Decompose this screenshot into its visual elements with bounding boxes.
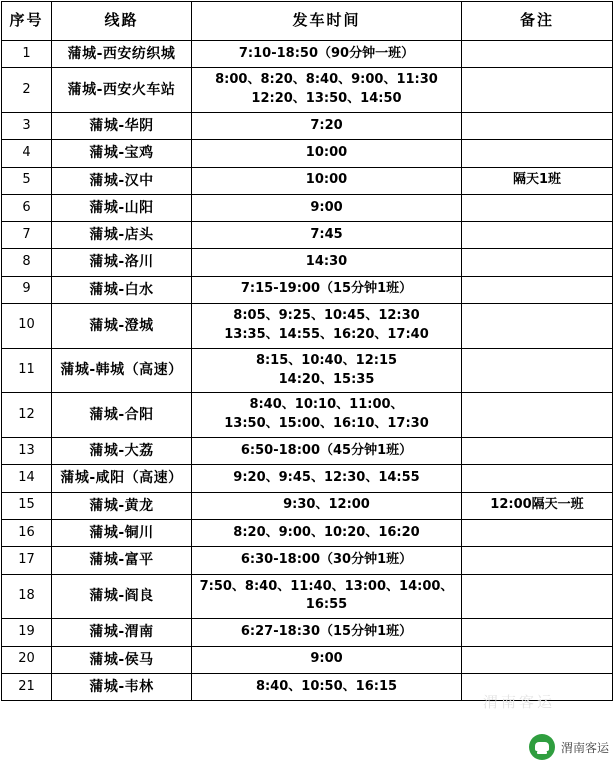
cell-departure-times: [192, 646, 462, 673]
cell-route: 蒲城-汉中: [52, 167, 192, 194]
cell-route: 蒲城-韦林: [52, 673, 192, 700]
cell-no: 6: [2, 194, 52, 221]
cell-note: [462, 276, 613, 303]
cell-no: 15: [2, 492, 52, 519]
cell-no: 19: [2, 619, 52, 646]
cell-no: 2: [2, 68, 52, 113]
cell-note: [462, 68, 613, 113]
cell-route: 蒲城-店头: [52, 222, 192, 249]
cell-no: 9: [2, 276, 52, 303]
table-row: [2, 438, 613, 465]
watermark: [529, 734, 609, 760]
cell-departure-times: [192, 276, 462, 303]
departure-time-line: 8:40、10:10、11:00、: [249, 397, 404, 413]
cell-departure-times: [192, 68, 462, 113]
cell-route: 蒲城-韩城（高速）: [52, 348, 192, 393]
cell-note: [462, 249, 613, 276]
cell-no: 4: [2, 140, 52, 167]
cell-note: 12:00隔天一班: [462, 492, 613, 519]
cell-route: 蒲城-宝鸡: [52, 140, 192, 167]
cell-departure-times: [192, 249, 462, 276]
watermark-label: 渭南客运: [560, 740, 609, 755]
cell-no: 1: [2, 41, 52, 68]
departure-time-line: 7:45: [310, 226, 343, 242]
cell-route: 蒲城-山阳: [52, 194, 192, 221]
cell-departure-times: [192, 465, 462, 492]
departure-time-line: 13:35、14:55、16:20、17:40: [224, 326, 429, 342]
cell-no: 5: [2, 167, 52, 194]
table-row: [2, 249, 613, 276]
cell-route: 蒲城-黄龙: [52, 492, 192, 519]
cell-departure-times: [192, 222, 462, 249]
departure-time-line: 7:50、8:40、11:40、13:00、14:00、: [199, 578, 454, 594]
departure-time-line: 7:15-19:00（15分钟1班）: [240, 281, 413, 297]
table-row: [2, 619, 613, 646]
cell-route: 蒲城-侯马: [52, 646, 192, 673]
cell-departure-times: [192, 41, 462, 68]
cell-no: 14: [2, 465, 52, 492]
cell-note: 隔天1班: [462, 167, 613, 194]
departure-time-line: 10:00: [305, 172, 348, 188]
cell-note: [462, 465, 613, 492]
departure-time-line: 9:20、9:45、12:30、14:55: [233, 470, 420, 486]
table-row: [2, 520, 613, 547]
departure-time-line: 6:30-18:00（30分钟1班）: [240, 552, 413, 568]
table-row: [2, 194, 613, 221]
cell-no: 16: [2, 520, 52, 547]
cell-route: 蒲城-华阴: [52, 112, 192, 139]
bus-schedule-table: [1, 1, 613, 701]
departure-time-line: 8:40、10:50、16:15: [255, 678, 398, 694]
cell-departure-times: [192, 304, 462, 349]
cell-departure-times: [192, 673, 462, 700]
cell-no: 10: [2, 304, 52, 349]
cell-note: [462, 222, 613, 249]
cell-route: 蒲城-大荔: [52, 438, 192, 465]
cell-no: 8: [2, 249, 52, 276]
table-row: [2, 547, 613, 574]
departure-time-line: 7:20: [310, 117, 343, 133]
departure-time-line: 14:20、15:35: [278, 371, 375, 387]
cell-departure-times: [192, 112, 462, 139]
table-row: [2, 393, 613, 438]
column-header-note: 备注: [462, 2, 613, 41]
cell-note: [462, 673, 613, 700]
cell-no: 21: [2, 673, 52, 700]
departure-time-line: 14:30: [305, 254, 348, 270]
cell-no: 20: [2, 646, 52, 673]
departure-time-line: 8:05、9:25、10:45、12:30: [233, 308, 420, 324]
cell-departure-times: [192, 547, 462, 574]
cell-route: 蒲城-西安纺织城: [52, 41, 192, 68]
cell-route: 蒲城-富平: [52, 547, 192, 574]
cell-departure-times: [192, 438, 462, 465]
cell-route: 蒲城-咸阳（高速）: [52, 465, 192, 492]
cell-note: [462, 194, 613, 221]
cell-note: [462, 574, 613, 619]
table-row: [2, 222, 613, 249]
cell-route: 蒲城-白水: [52, 276, 192, 303]
table-row: [2, 112, 613, 139]
cell-departure-times: [192, 619, 462, 646]
cell-route: 蒲城-阎良: [52, 574, 192, 619]
cell-route: 蒲城-洛川: [52, 249, 192, 276]
cell-no: 7: [2, 222, 52, 249]
departure-time-line: 8:20、9:00、10:20、16:20: [233, 524, 420, 540]
cell-no: 12: [2, 393, 52, 438]
cell-note: [462, 438, 613, 465]
table-row: [2, 68, 613, 113]
cell-note: [462, 619, 613, 646]
cell-departure-times: [192, 194, 462, 221]
table-row: [2, 574, 613, 619]
table-row: [2, 673, 613, 700]
table-row: [2, 465, 613, 492]
departure-time-line: 7:10-18:50（90分钟一班）: [238, 45, 415, 61]
cell-route: 蒲城-渭南: [52, 619, 192, 646]
cell-note: [462, 393, 613, 438]
table-body: [2, 41, 613, 701]
table-header-row: [2, 2, 613, 41]
table-row: [2, 348, 613, 393]
watermark-ghost-text: 渭南客运: [482, 693, 555, 711]
departure-time-line: 12:20、13:50、14:50: [251, 91, 402, 107]
cell-departure-times: [192, 574, 462, 619]
cell-departure-times: [192, 140, 462, 167]
departure-time-line: 10:00: [305, 145, 348, 160]
cell-note: [462, 304, 613, 349]
cell-route: 蒲城-铜川: [52, 520, 192, 547]
cell-no: 3: [2, 112, 52, 139]
column-header-no: 序号: [2, 2, 52, 41]
cell-departure-times: [192, 492, 462, 519]
column-header-time: 发车时间: [192, 2, 462, 41]
departure-time-line: 9:00: [310, 651, 343, 667]
bus-logo-icon: [529, 734, 555, 760]
cell-route: 蒲城-西安火车站: [52, 68, 192, 113]
table-row: [2, 304, 613, 349]
cell-departure-times: [192, 348, 462, 393]
departure-time-line: 8:00、8:20、8:40、9:00、11:30: [215, 72, 438, 88]
departure-time-line: 6:27-18:30（15分钟1班）: [240, 624, 413, 640]
cell-note: [462, 41, 613, 68]
cell-note: [462, 520, 613, 547]
departure-time-line: 9:00: [310, 199, 343, 215]
table-row: [2, 167, 613, 194]
departure-time-line: 8:15、10:40、12:15: [255, 352, 398, 368]
departure-time-line: 16:55: [305, 597, 348, 613]
table-row: [2, 276, 613, 303]
column-header-route: 线路: [52, 2, 192, 41]
cell-departure-times: [192, 520, 462, 547]
cell-no: 17: [2, 547, 52, 574]
departure-time-line: 9:30、12:00: [283, 497, 370, 513]
cell-note: [462, 112, 613, 139]
cell-no: 18: [2, 574, 52, 619]
cell-note: [462, 348, 613, 393]
table-row: [2, 646, 613, 673]
departure-time-line: 6:50-18:00（45分钟1班）: [240, 442, 413, 458]
table-row: [2, 492, 613, 519]
table-row: [2, 140, 613, 167]
cell-route: 蒲城-澄城: [52, 304, 192, 349]
cell-departure-times: [192, 167, 462, 194]
cell-note: [462, 646, 613, 673]
cell-route: 蒲城-合阳: [52, 393, 192, 438]
cell-note: [462, 547, 613, 574]
table-row: [2, 41, 613, 68]
cell-note: [462, 140, 613, 167]
cell-no: 13: [2, 438, 52, 465]
departure-time-line: 13:50、15:00、16:10、17:30: [224, 416, 429, 432]
cell-departure-times: [192, 393, 462, 438]
cell-no: 11: [2, 348, 52, 393]
